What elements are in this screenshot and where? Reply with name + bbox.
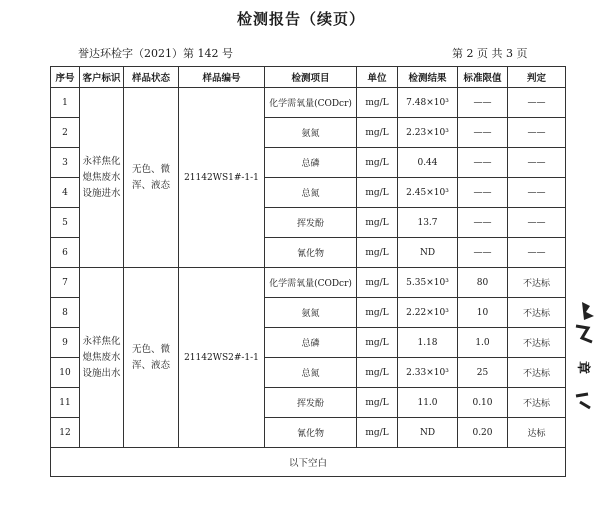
- stamp-char: 章: [575, 361, 590, 375]
- result-cell: 2.23×10³: [398, 118, 458, 148]
- unit-cell: mg/L: [357, 388, 398, 418]
- header-cell: 单位: [357, 67, 398, 88]
- verdict-cell: 不达标: [508, 328, 566, 358]
- limit-cell: ——: [458, 178, 508, 208]
- limit-cell: ——: [458, 88, 508, 118]
- unit-cell: mg/L: [357, 358, 398, 388]
- header-cell: 样品状态: [124, 67, 179, 88]
- blank-below-note: 以下空白: [51, 448, 566, 477]
- verdict-cell: 不达标: [508, 268, 566, 298]
- header-cell: 标准限值: [458, 67, 508, 88]
- unit-cell: mg/L: [357, 148, 398, 178]
- result-cell: 2.45×10³: [398, 178, 458, 208]
- result-cell: 2.33×10³: [398, 358, 458, 388]
- row-number-cell: 2: [51, 118, 80, 148]
- test-item-cell: 总磷: [265, 148, 357, 178]
- header-cell: 样品编号: [179, 67, 265, 88]
- verdict-cell: ——: [508, 118, 566, 148]
- result-cell: 1.18: [398, 328, 458, 358]
- verdict-cell: ——: [508, 88, 566, 118]
- verdict-cell: ——: [508, 208, 566, 238]
- verdict-cell: ——: [508, 148, 566, 178]
- row-number-cell: 11: [51, 388, 80, 418]
- result-cell: 0.44: [398, 148, 458, 178]
- result-cell: 11.0: [398, 388, 458, 418]
- row-number-cell: 3: [51, 148, 80, 178]
- limit-cell: 0.10: [458, 388, 508, 418]
- sample-state-cell: 无色、微浑、液态: [124, 268, 179, 448]
- test-item-cell: 氰化物: [265, 238, 357, 268]
- limit-cell: ——: [458, 208, 508, 238]
- limit-cell: 80: [458, 268, 508, 298]
- unit-cell: mg/L: [357, 298, 398, 328]
- table-header-row: [51, 67, 566, 88]
- header-cell: 判定: [508, 67, 566, 88]
- client-label-cell: 永祥焦化熄焦废水设施进水: [80, 88, 124, 268]
- sample-state-cell: 无色、微浑、液态: [124, 88, 179, 268]
- row-number-cell: 4: [51, 178, 80, 208]
- row-number-cell: 7: [51, 268, 80, 298]
- sample-number-cell: 21142WS1#-1-1: [179, 88, 265, 268]
- unit-cell: mg/L: [357, 178, 398, 208]
- verdict-cell: 不达标: [508, 298, 566, 328]
- header-cell: 客户标识: [80, 67, 124, 88]
- table-row: [51, 88, 566, 118]
- limit-cell: 1.0: [458, 328, 508, 358]
- unit-cell: mg/L: [357, 238, 398, 268]
- unit-cell: mg/L: [357, 418, 398, 448]
- test-item-cell: 总氮: [265, 178, 357, 208]
- verdict-cell: 不达标: [508, 388, 566, 418]
- test-item-cell: 化学需氧量(CODcr): [265, 88, 357, 118]
- test-item-cell: 挥发酚: [265, 388, 357, 418]
- row-number-cell: 12: [51, 418, 80, 448]
- report-number: 誉达环检字（2021）第 142 号: [78, 47, 233, 60]
- unit-cell: mg/L: [357, 208, 398, 238]
- verdict-cell: 达标: [508, 418, 566, 448]
- page-indicator: 第 2 页 共 3 页: [452, 47, 528, 60]
- unit-cell: mg/L: [357, 268, 398, 298]
- seal-stamp-fragment: [568, 298, 598, 418]
- unit-cell: mg/L: [357, 88, 398, 118]
- limit-cell: 25: [458, 358, 508, 388]
- result-cell: 7.48×10³: [398, 88, 458, 118]
- header-cell: 检测项目: [265, 67, 357, 88]
- result-cell: 5.35×10³: [398, 268, 458, 298]
- result-cell: ND: [398, 238, 458, 268]
- test-item-cell: 挥发酚: [265, 208, 357, 238]
- limit-cell: 10: [458, 298, 508, 328]
- header-cell: 检测结果: [398, 67, 458, 88]
- result-cell: 2.22×10³: [398, 298, 458, 328]
- header-cell: 序号: [51, 67, 80, 88]
- row-number-cell: 8: [51, 298, 80, 328]
- test-item-cell: 氨氮: [265, 118, 357, 148]
- limit-cell: ——: [458, 148, 508, 178]
- report-title: 检测报告（续页）: [236, 10, 365, 28]
- row-number-cell: 5: [51, 208, 80, 238]
- client-label-cell: 永祥焦化熄焦废水设施出水: [80, 268, 124, 448]
- verdict-cell: ——: [508, 178, 566, 208]
- unit-cell: mg/L: [357, 118, 398, 148]
- unit-cell: mg/L: [357, 328, 398, 358]
- verdict-cell: ——: [508, 238, 566, 268]
- verdict-cell: 不达标: [508, 358, 566, 388]
- test-item-cell: 氨氮: [265, 298, 357, 328]
- result-cell: ND: [398, 418, 458, 448]
- limit-cell: ——: [458, 238, 508, 268]
- test-item-cell: 化学需氧量(CODcr): [265, 268, 357, 298]
- row-number-cell: 10: [51, 358, 80, 388]
- test-results-table: [50, 66, 566, 477]
- row-number-cell: 9: [51, 328, 80, 358]
- row-number-cell: 6: [51, 238, 80, 268]
- row-number-cell: 1: [51, 88, 80, 118]
- sample-number-cell: 21142WS2#-1-1: [179, 268, 265, 448]
- table-row: [51, 268, 566, 298]
- test-item-cell: 总氮: [265, 358, 357, 388]
- test-item-cell: 总磷: [265, 328, 357, 358]
- result-cell: 13.7: [398, 208, 458, 238]
- test-item-cell: 氰化物: [265, 418, 357, 448]
- limit-cell: ——: [458, 118, 508, 148]
- table-footer-row: [51, 448, 566, 477]
- limit-cell: 0.20: [458, 418, 508, 448]
